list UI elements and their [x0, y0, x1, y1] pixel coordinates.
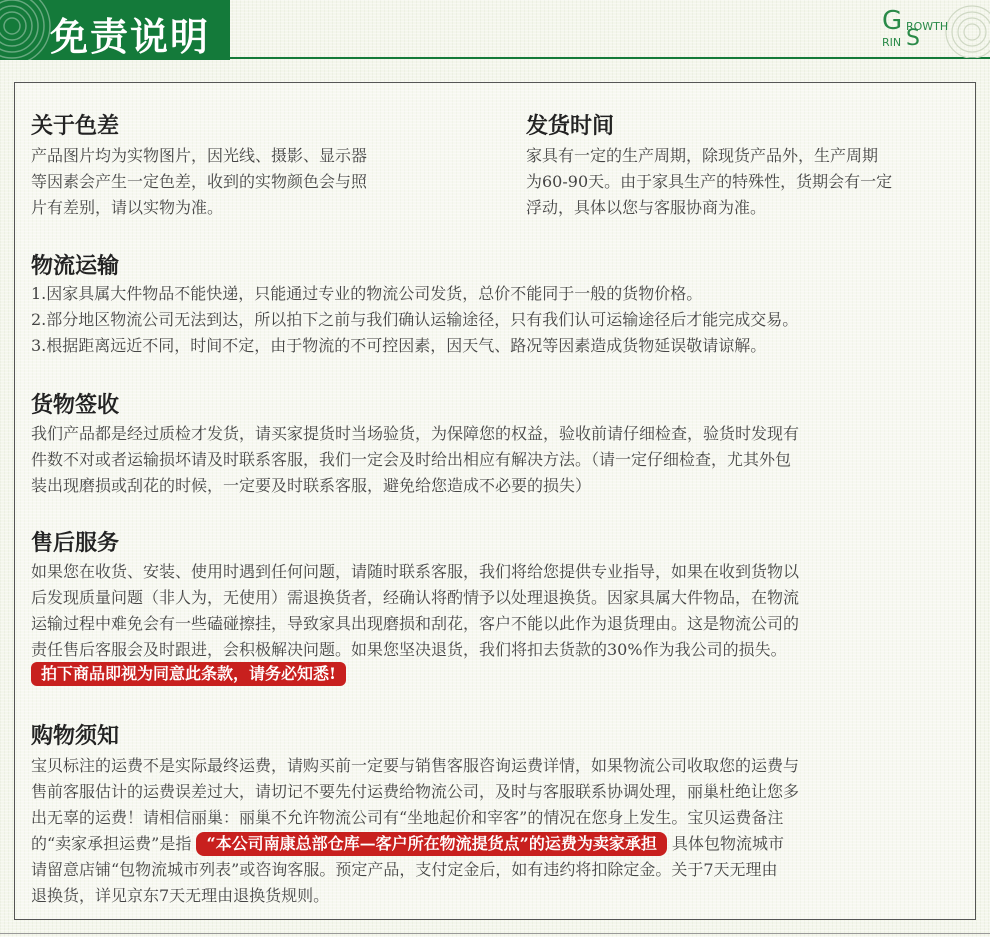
- content-panel: [14, 82, 976, 920]
- header: [0, 0, 990, 60]
- after-sales-text: [31, 559, 799, 663]
- page-title: 免责说明: [50, 14, 211, 59]
- text-fragment: 的“卖家承担运费”是指: [31, 834, 192, 853]
- text-line: 件数不对或者运输损坏请及时联系客服，我们一定会及时给出相应有解决方法。（请一定仔细检查，尤其外包: [31, 450, 792, 469]
- growth-rings-logo: [872, 4, 990, 58]
- text-line: 片有差别，请以实物为准。: [31, 198, 224, 217]
- agreement-banner-row: [31, 661, 346, 687]
- title-box: [0, 0, 230, 60]
- section-title-shipping-time: 发货时间: [526, 113, 615, 139]
- text-line: 出无辜的运费！请相信丽巢：丽巢不允许物流公司有“坐地起价和宰客”的情况在您身上发生。宝贝运费备注: [31, 808, 784, 827]
- text-line: 退换货，详见京东7天无理由退换货规则。: [31, 886, 330, 905]
- shipping-time-text: [526, 143, 892, 221]
- section-title-logistics: 物流运输: [31, 253, 120, 279]
- text-line: 产品图片均为实物图片，因光线、摄影、显示器: [31, 146, 368, 165]
- text-line: 运输过程中难免会有一些磕碰擦挂，导致家具出现磨损和刮花，客户不能以此作为退货理由。这是物流公司的: [31, 614, 800, 633]
- receipt-text: [31, 421, 799, 499]
- logo-letter-s: S: [906, 26, 920, 51]
- text-line: 我们产品都是经过质检才发货，请买家提货时当场验货，为保障您的权益，验收前请仔细检查，验货时发现有: [31, 424, 800, 443]
- text-line: 3.根据距离远近不同，时间不定，由于物流的不可控因素，因天气、路况等因素造成货物延误敬请谅解。: [31, 336, 767, 355]
- text-line: 等因素会产生一定色差，收到的实物颜色会与照: [31, 172, 368, 191]
- logistics-text: [31, 281, 798, 359]
- logo-text-rin: RIN: [882, 36, 902, 49]
- logo-text-rowth: ROWTH: [906, 20, 949, 33]
- shopping-notice-text: [31, 753, 799, 909]
- text-line: 为60-90天。由于家具生产的特殊性，货期会有一定: [526, 172, 893, 191]
- text-line: 如果您在收货、安装、使用时遇到任何问题，请随时联系客服，我们将给您提供专业指导，如果在收到货物以: [31, 562, 800, 581]
- logo-letter-g: G: [882, 6, 903, 36]
- shipping-highlight-badge: “本公司南康总部仓库—客户所在物流提货点”的运费为卖家承担: [196, 832, 666, 856]
- text-line: 装出现磨损或刮花的时候，一定要及时联系客服，避免给您造成不必要的损失）: [31, 476, 592, 495]
- tree-rings-icon: [0, 0, 52, 60]
- text-line: 宝贝标注的运费不是实际最终运费，请购买前一定要与销售客服咨询运费详情，如果物流公司收取您的运费与: [31, 756, 800, 775]
- section-title-receipt: 货物签收: [31, 392, 120, 418]
- text-line: 请留意店铺“包物流城市列表”或咨询客服。预定产品，支付定金后，如有违约将扣除定金。关于7天无理由: [31, 860, 778, 879]
- section-title-shopping-notice: 购物须知: [31, 723, 120, 749]
- text-line: 浮动，具体以您与客服协商为准。: [526, 198, 767, 217]
- text-line: 1.因家具属大件物品不能快递，只能通过专业的物流公司发货，总价不能同于一般的货物价格。: [31, 284, 703, 303]
- text-line-with-highlight: [31, 831, 799, 857]
- text-line: 家具有一定的生产周期，除现货产品外，生产周期: [526, 146, 879, 165]
- text-fragment: 具体包物流城市: [671, 834, 784, 853]
- color-difference-text: [31, 143, 367, 221]
- section-title-after-sales: 售后服务: [31, 530, 120, 556]
- text-line: 售前客服估计的运费误差过大，请切记不要先付运费给物流公司，及时与客服联系协调处理，丽巢杜绝让您多: [31, 782, 800, 801]
- agreement-banner: 拍下商品即视为同意此条款，请务必知悉!: [31, 662, 346, 686]
- bottom-divider: [0, 933, 990, 934]
- text-line: 后发现质量问题（非人为，无使用）需退换货者，经确认将酌情予以处理退换货。因家具属大件物品，在物流: [31, 588, 800, 607]
- text-line: 2.部分地区物流公司无法到达，所以拍下之前与我们确认运输途径，只有我们认可运输途径后才能完成交易。: [31, 310, 799, 329]
- text-line: 责任售后客服会及时跟进，会积极解决问题。如果您坚决退货，我们将扣去货款的30%作为我公司的损失。: [31, 640, 787, 659]
- section-title-color-difference: 关于色差: [31, 113, 120, 139]
